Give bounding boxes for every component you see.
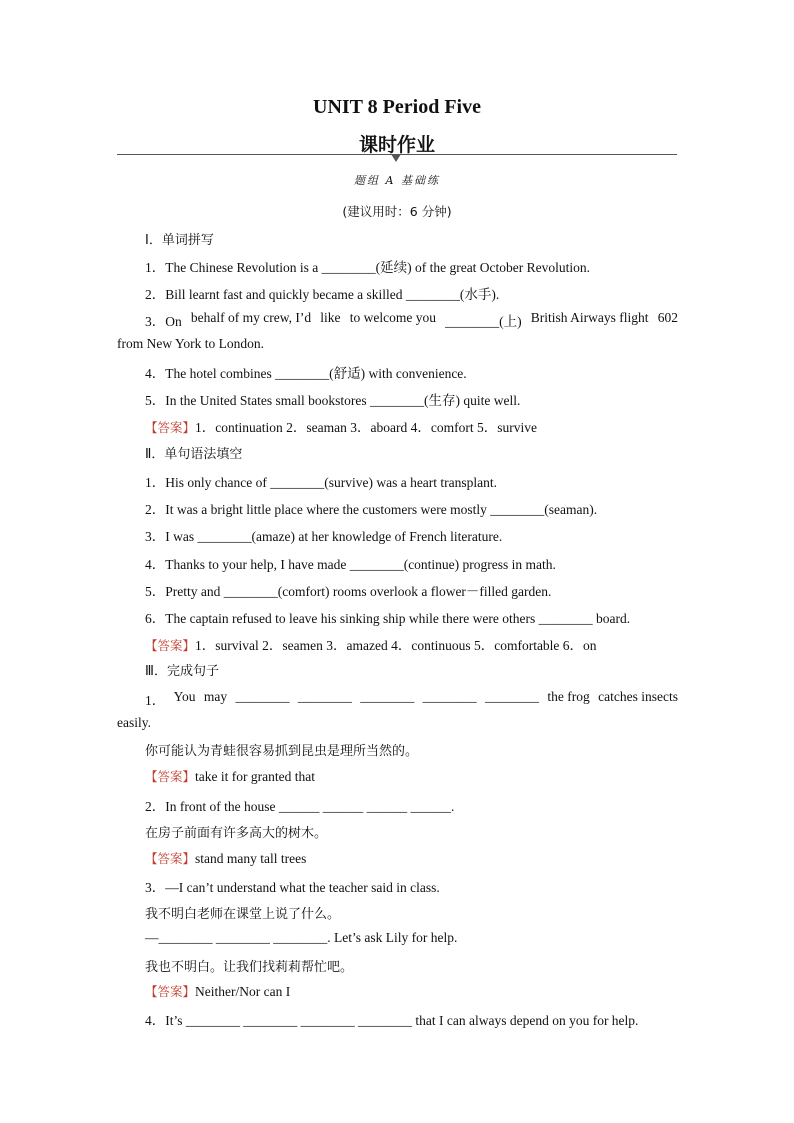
answer-line: 【答案】stand many tall trees: [145, 851, 307, 866]
question-line: 1．His only chance of ________(survive) was a heart transplant.: [145, 475, 498, 490]
triangle-marker-icon: [391, 154, 401, 162]
question-continuation: from New York to London.: [117, 336, 264, 351]
answer-line: 【答案】1．continuation 2．seaman 3．aboard 4．comfort 5．survive: [145, 420, 537, 435]
question-line: 2．It was a bright little place where the customers were mostly ________(seaman).: [145, 502, 598, 517]
question-line: 5．In the United States small bookstores ________(生存) quite well.: [145, 393, 521, 408]
answer-line: 【答案】1．survival 2．seamen 3．amazed 4．continuous 5．comfortable 6．on: [145, 638, 597, 653]
question-line: 3．—I can’t understand what the teacher said in class.: [145, 880, 440, 895]
section-heading: Ⅲ．完成句子: [145, 664, 219, 679]
question-line: 2．Bill learnt fast and quickly became a skilled ________(水手).: [145, 287, 500, 302]
answer-line: 【答案】Neither/Nor can I: [145, 984, 291, 999]
chinese-translation: 你可能认为青蛙很容易抓到昆虫是理所当然的。: [145, 744, 419, 759]
answer-line: 【答案】take it for granted that: [145, 769, 315, 784]
question-line: —________ ________ ________. Let’s ask Lily for help.: [145, 930, 458, 945]
question-line: 2．In front of the house ______ ______ ______ ______.: [145, 799, 455, 814]
question-line: 1．The Chinese Revolution is a ________(延续) of the great October Revolution.: [145, 260, 591, 275]
time-note: (建议用时：6 分钟): [342, 204, 452, 219]
question-line: 4．The hotel combines ________(舒适) with convenience.: [145, 366, 467, 381]
question-line: 4．It’s ________ ________ ________ ________ that I can always depend on you for help.: [145, 1013, 639, 1028]
section-heading: Ⅰ．单词拼写: [145, 233, 214, 248]
question-continuation: easily.: [117, 715, 151, 730]
answer-tag: 【答案】: [145, 638, 196, 653]
page-title: UNIT 8 Period Five: [313, 96, 481, 118]
chinese-translation: 我不明白老师在课堂上说了什么。: [145, 907, 341, 922]
question-line: 4．Thanks to your help, I have made ________(continue) progress in math.: [145, 557, 556, 572]
group-label: 题组 A 基础练: [354, 174, 440, 187]
chinese-translation: 在房子前面有许多高大的树木。: [145, 826, 328, 841]
question-line: 3．On behalf of my crew, I’d like to welcome you ________(上) British Airways flight 602: [145, 310, 678, 329]
answer-tag: 【答案】: [145, 420, 196, 435]
question-line: 1． You may ________ ________ ________ ________ ________ the frog catches insects: [145, 689, 678, 708]
question-line: 6．The captain refused to leave his sinking ship while there were others ________ board.: [145, 611, 631, 626]
answer-tag: 【答案】: [145, 984, 196, 999]
page-subtitle: 课时作业: [358, 134, 435, 156]
chinese-translation: 我也不明白。让我们找莉莉帮忙吧。: [145, 960, 354, 975]
question-line: 5．Pretty and ________(comfort) rooms overlook a flower－filled garden.: [145, 584, 552, 599]
answer-tag: 【答案】: [145, 769, 196, 784]
answer-tag: 【答案】: [145, 851, 196, 866]
question-line: 3．I was ________(amaze) at her knowledge of French literature.: [145, 529, 503, 544]
section-heading: Ⅱ．单句语法填空: [145, 447, 243, 462]
